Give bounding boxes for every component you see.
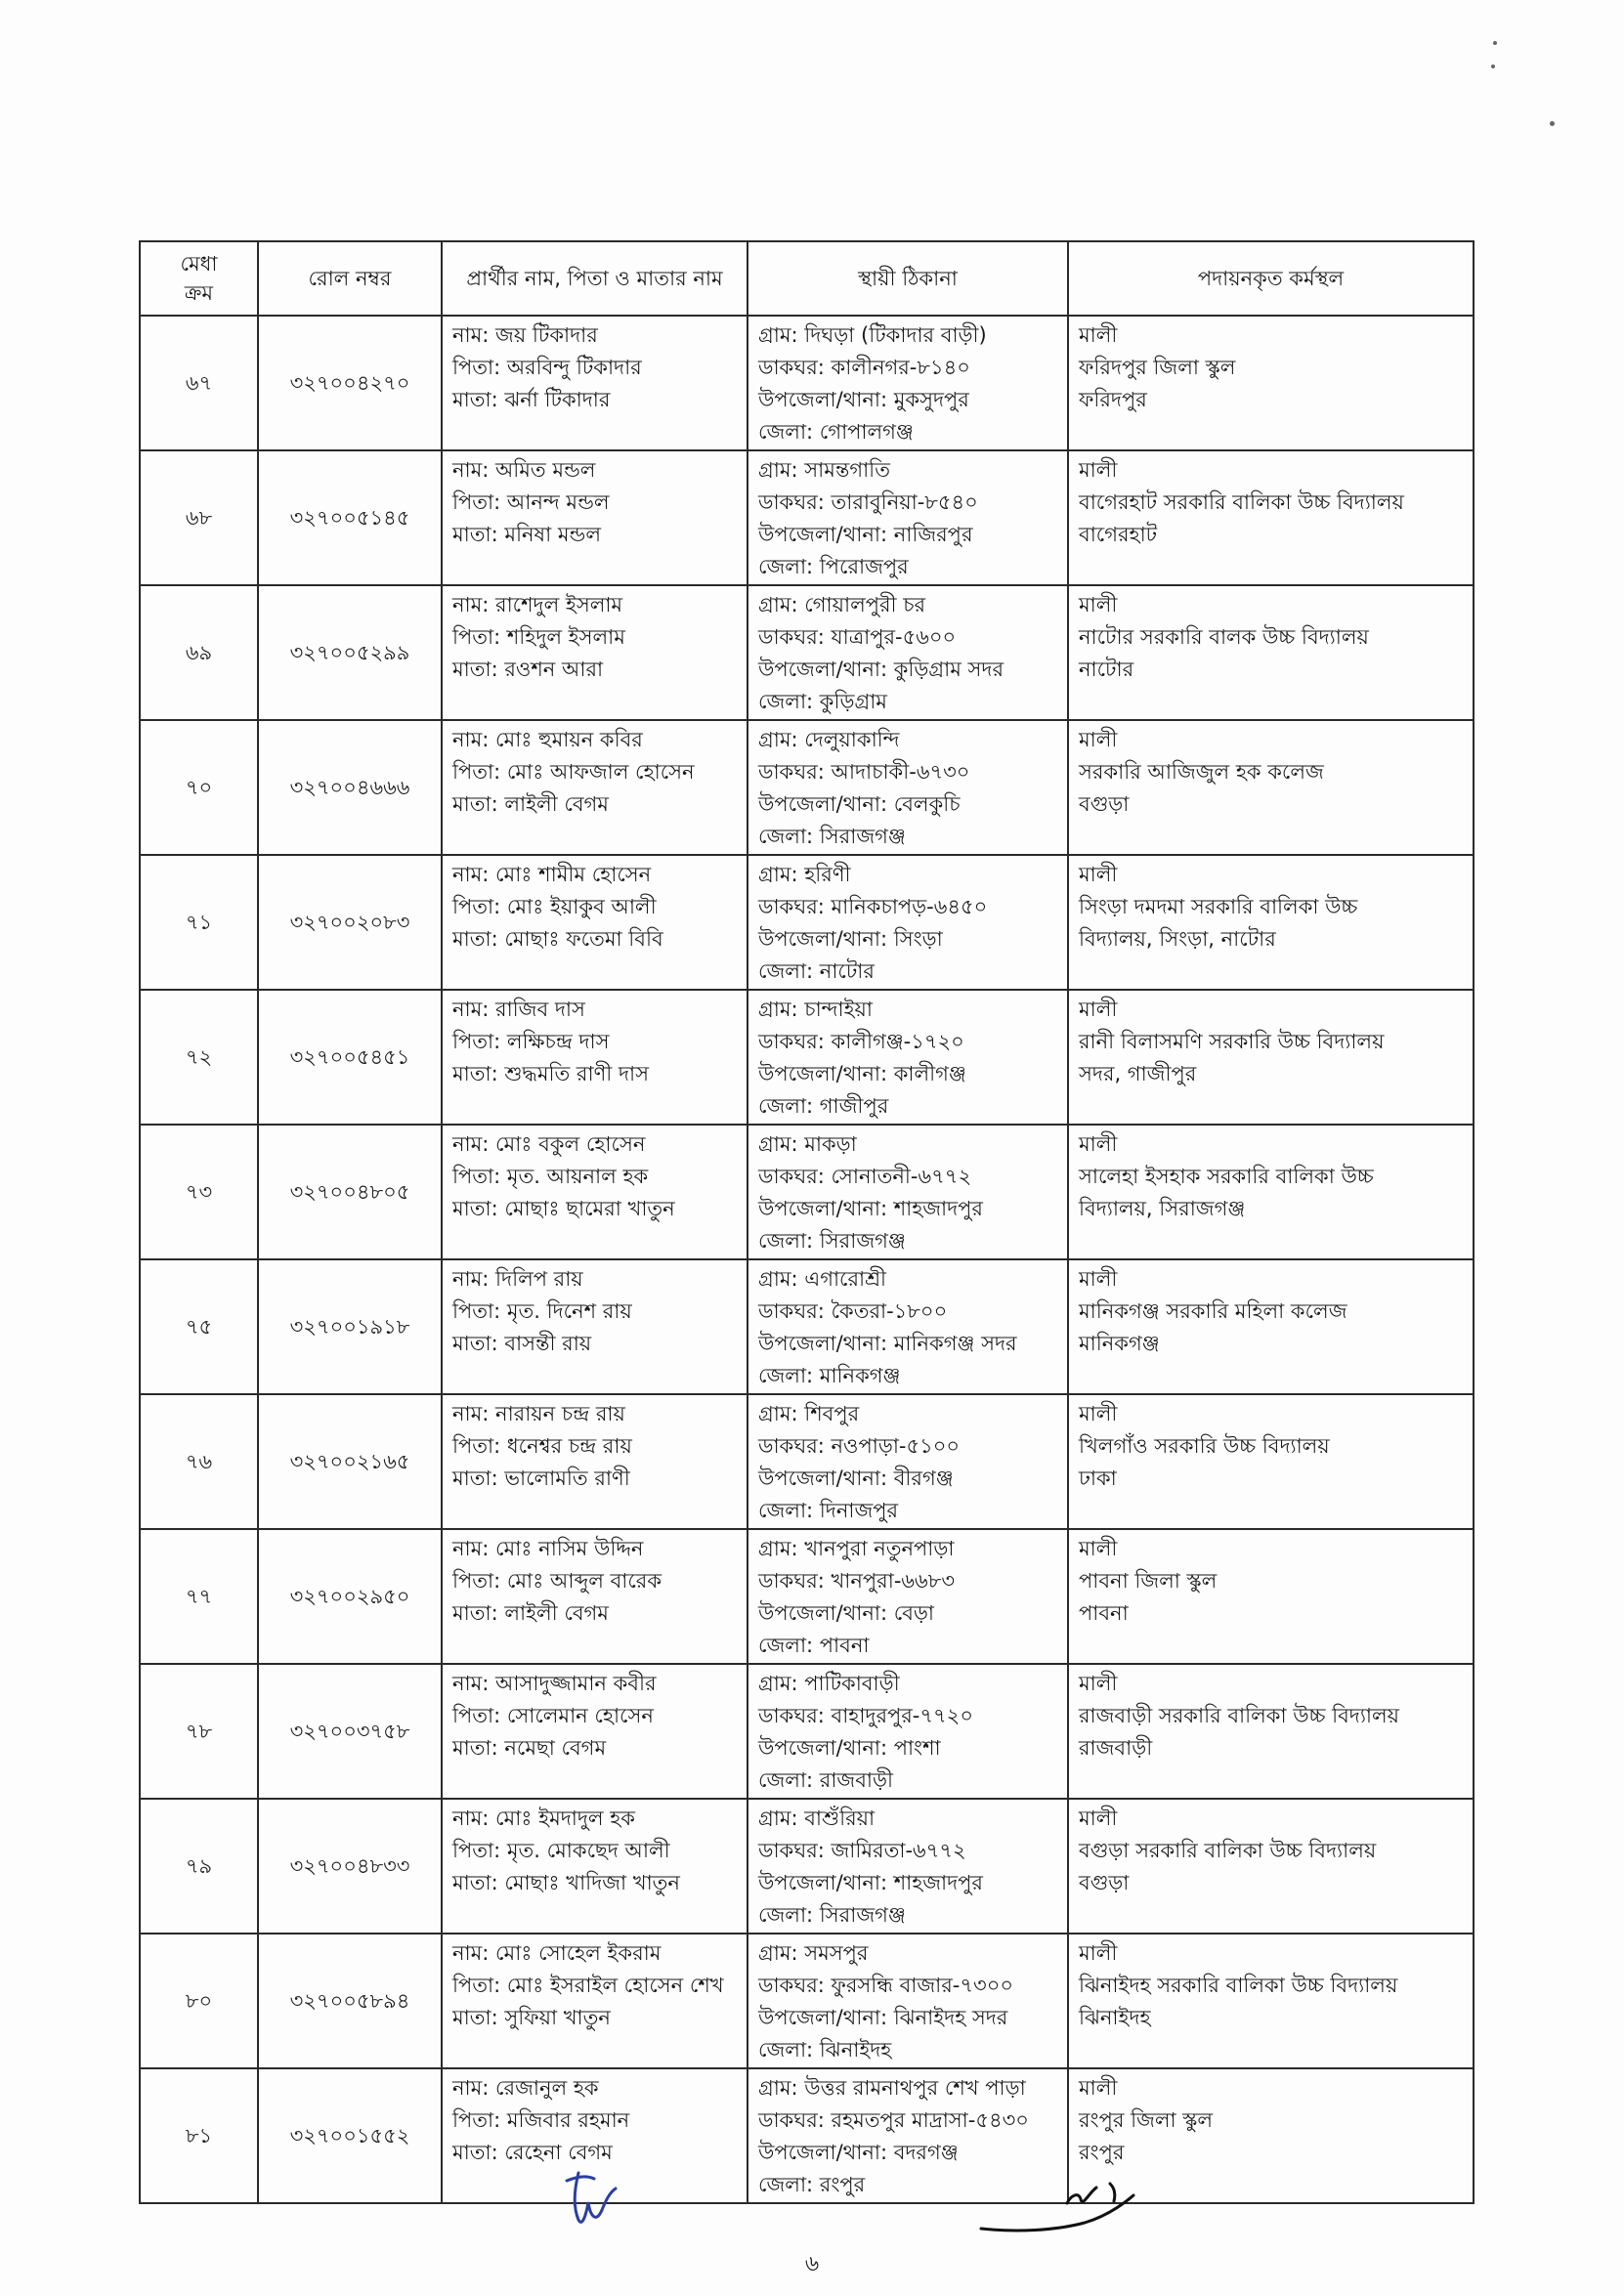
candidate-name-cell [442,1529,748,1664]
mother-name: মাতা: নমেছা বেগম [452,1736,607,1760]
table-row [140,1259,1474,1394]
address-upazila: উপজেলা/থানা: শাহজাদপুর [758,1871,983,1894]
address-upazila: উপজেলা/থানা: মুকসুদপুর [758,388,969,411]
permanent-address-cell [748,1934,1068,2068]
permanent-address-cell [748,990,1068,1125]
posting-workplace-cell [1068,855,1474,990]
permanent-address-cell [748,720,1068,855]
posting-line: বাগেরহাট সরকারি বালিকা উচ্চ বিদ্যালয় [1079,490,1404,514]
roll-number-cell: ৩২৭০০৫২৯৯ [258,585,442,720]
candidate-name: নাম: আসাদুজ্জামান কবীর [452,1672,657,1695]
posting-line: মালী [1079,863,1118,886]
permanent-address-cell [748,1529,1068,1664]
candidate-name: নাম: রাজিব দাস [452,998,585,1021]
mother-name: মাতা: লাইলী বেগম [452,1601,609,1625]
merit-column-header [140,241,258,316]
candidate-name: নাম: রাশেদুল ইসলাম [452,593,623,617]
posting-line: ঝিনাইদহ [1079,2006,1151,2029]
posting-line: বগুড়া [1079,1871,1130,1894]
scan-speck [1493,41,1497,45]
posting-line: মালী [1079,1941,1118,1965]
address-village: গ্রাম: গোয়ালপুরী চর [758,593,926,617]
candidate-name: নাম: মোঃ বকুল হোসেন [452,1132,646,1156]
posting-workplace-cell [1068,720,1474,855]
roll-number-cell: ৩২৭০০৪৮০৫ [258,1125,442,1259]
posting-line: পাবনা জিলা স্কুল [1079,1569,1218,1593]
posting-line: রংপুর জিলা স্কুল [1079,2108,1214,2132]
permanent-address-cell [748,1125,1068,1259]
signature-left [557,2159,635,2237]
posting-line: মালী [1079,2076,1118,2100]
candidate-name: নাম: মোঃ নাসিম উদ্দিন [452,1537,644,1560]
candidate-name-cell [442,1394,748,1529]
address-post-office: ডাকঘর: নওপাড়া-৫১০০ [758,1434,961,1458]
posting-line: মানিকগঞ্জ সরকারি মহিলা কলেজ [1079,1299,1347,1323]
posting-line: রানী বিলাসমণি সরকারি উচ্চ বিদ্যালয় [1079,1030,1385,1053]
mother-name: মাতা: রেহেনা বেগম [452,2141,613,2164]
roll-number-cell: ৩২৭০০৪৮৩৩ [258,1799,442,1934]
scan-speck [1491,64,1495,68]
address-upazila: উপজেলা/থানা: বেড়া [758,1601,935,1625]
father-name: পিতা: ধনেশ্বর চন্দ্র রায় [452,1434,632,1458]
father-name: পিতা: মোঃ আব্দুল বারেক [452,1569,662,1593]
address-village: গ্রাম: সমসপুর [758,1941,869,1965]
candidate-name-cell [442,855,748,990]
roll-column-header: রোল নম্বর [258,241,442,316]
address-post-office: ডাকঘর: বাহাদুরপুর-৭৭২০ [758,1704,973,1727]
table-row [140,1529,1474,1664]
posting-line: সদর, গাজীপুর [1079,1062,1197,1085]
candidate-name-cell [442,1125,748,1259]
father-name: পিতা: অরবিন্দু টিকাদার [452,356,642,379]
posting-line: রংপুর [1079,2141,1125,2164]
address-district: জেলা: রাজবাড়ী [758,1768,894,1792]
address-district: জেলা: সিরাজগঞ্জ [758,825,906,848]
table-row [140,1125,1474,1259]
candidate-name-cell [442,450,748,585]
address-village: গ্রাম: শিবপুর [758,1402,860,1425]
roll-number-cell: ৩২৭০০৫৪৫১ [258,990,442,1125]
merit-cell: ৬৯ [140,585,258,720]
posting-line: নাটোর সরকারি বালক উচ্চ বিদ্যালয় [1079,625,1369,649]
roll-number-cell: ৩২৭০০২৯৫০ [258,1529,442,1664]
candidate-name-cell [442,316,748,450]
table-row [140,316,1474,450]
permanent-address-cell [748,1799,1068,1934]
mother-name: মাতা: মনিষা মন্ডল [452,523,601,546]
posting-line: ঝিনাইদহ সরকারি বালিকা উচ্চ বিদ্যালয় [1079,1974,1398,1997]
address-post-office: ডাকঘর: রহমতপুর মাদ্রাসা-৫৪৩০ [758,2108,1029,2132]
merit-list-table [139,240,1474,2204]
candidate-name-cell [442,1799,748,1934]
candidate-name: নাম: মোঃ হুমায়ন কবির [452,728,643,751]
address-district: জেলা: পিরোজপুর [758,555,909,578]
merit-cell: ৭৭ [140,1529,258,1664]
table-row [140,1664,1474,1799]
candidate-name: নাম: মোঃ ইমদাদুল হক [452,1807,635,1830]
posting-line: মালী [1079,458,1118,482]
address-post-office: ডাকঘর: মানিকচাপড়-৬৪৫০ [758,895,988,918]
roll-number-cell: ৩২৭০০৪২৭০ [258,316,442,450]
posting-line: মালী [1079,593,1118,617]
posting-line: মালী [1079,998,1118,1021]
posting-line: মালী [1079,1537,1118,1560]
posting-workplace-cell [1068,1125,1474,1259]
candidate-name: নাম: নারায়ন চন্দ্র রায় [452,1402,625,1425]
posting-line: বিদ্যালয়, সিরাজগঞ্জ [1079,1197,1246,1220]
posting-line: ফরিদপুর [1079,388,1147,411]
address-village: গ্রাম: বাশুঁরিয়া [758,1807,876,1830]
posting-workplace-cell [1068,1529,1474,1664]
candidate-name-cell [442,1664,748,1799]
table-row [140,2068,1474,2203]
address-post-office: ডাকঘর: ফুরসন্ধি বাজার-৭৩০০ [758,1974,1013,1997]
merit-cell: ৭২ [140,990,258,1125]
mother-name: মাতা: মোছাঃ ছামেরা খাতুন [452,1197,675,1220]
address-post-office: ডাকঘর: তারাবুনিয়া-৮৫৪০ [758,490,978,514]
address-post-office: ডাকঘর: খানপুরা-৬৬৮৩ [758,1569,955,1593]
address-village: গ্রাম: উত্তর রামনাথপুর শেখ পাড়া [758,2076,1026,2100]
address-district: জেলা: কুড়িগ্রাম [758,690,887,713]
merit-cell: ৬৮ [140,450,258,585]
posting-line: বাগেরহাট [1079,523,1158,546]
signature-right [977,2174,1163,2242]
posting-line: মালী [1079,323,1118,347]
merit-header-line2: ক্রম [184,281,214,305]
mother-name: মাতা: লাইলী বেগম [452,792,609,816]
posting-line: নাটোর [1079,658,1134,681]
address-village: গ্রাম: চান্দাইয়া [758,998,873,1021]
permanent-address-cell [748,1259,1068,1394]
roll-number-cell: ৩২৭০০৫৮৯৪ [258,1934,442,2068]
address-district: জেলা: পাবনা [758,1634,870,1657]
roll-number-cell: ৩২৭০০৪৬৬৬ [258,720,442,855]
address-post-office: ডাকঘর: আদাচাকী-৬৭৩০ [758,760,970,784]
table-row [140,855,1474,990]
address-upazila: উপজেলা/থানা: সিংড়া [758,927,943,951]
address-village: গ্রাম: এগারোশ্রী [758,1267,886,1291]
address-upazila: উপজেলা/থানা: পাংশা [758,1736,941,1760]
posting-line: পাবনা [1079,1601,1129,1625]
address-village: গ্রাম: মাকড়া [758,1132,857,1156]
address-district: জেলা: রংপুর [758,2173,866,2196]
candidate-name: নাম: দিলিপ রায় [452,1267,583,1291]
father-name: পিতা: মোঃ ইয়াকুব আলী [452,895,657,918]
posting-line: মালী [1079,1672,1118,1695]
posting-line: বিদ্যালয়, সিংড়া, নাটোর [1079,927,1276,951]
table-row [140,720,1474,855]
address-column-header: স্থায়ী ঠিকানা [748,241,1068,316]
address-village: গ্রাম: দেলুয়াকান্দি [758,728,900,751]
merit-header-line1: মেধা [180,252,218,276]
permanent-address-cell [748,855,1068,990]
address-district: জেলা: মানিকগঞ্জ [758,1364,901,1387]
address-upazila: উপজেলা/থানা: বদরগঞ্জ [758,2141,959,2164]
table-row [140,450,1474,585]
address-district: জেলা: সিরাজগঞ্জ [758,1903,906,1927]
address-post-office: ডাকঘর: কৈতরা-১৮০০ [758,1299,948,1323]
address-upazila: উপজেলা/থানা: বীরগঞ্জ [758,1467,954,1490]
merit-cell: ৭৮ [140,1664,258,1799]
posting-line: মালী [1079,1807,1118,1830]
address-post-office: ডাকঘর: কালীনগর-৮১৪০ [758,356,970,379]
mother-name: মাতা: ঝর্না টিকাদার [452,388,611,411]
posting-line: সালেহা ইসহাক সরকারি বালিকা উচ্চ [1079,1165,1374,1188]
mother-name: মাতা: শুদ্ধমতি রাণী দাস [452,1062,649,1085]
mother-name: মাতা: সুফিয়া খাতুন [452,2006,611,2029]
roll-number-cell: ৩২৭০০২১৬৫ [258,1394,442,1529]
father-name: পিতা: আনন্দ মন্ডল [452,490,610,514]
address-district: জেলা: নাটোর [758,959,875,983]
posting-line: বগুড়া সরকারি বালিকা উচ্চ বিদ্যালয় [1079,1839,1377,1862]
posting-line: মানিকগঞ্জ [1079,1332,1160,1355]
table-row [140,1934,1474,2068]
address-village: গ্রাম: পাটিকাবাড়ী [758,1672,900,1695]
merit-cell: ৭১ [140,855,258,990]
candidate-name-cell [442,1934,748,2068]
roll-number-cell: ৩২৭০০৫১৪৫ [258,450,442,585]
posting-line: রাজবাড়ী সরকারি বালিকা উচ্চ বিদ্যালয় [1079,1704,1400,1727]
father-name: পিতা: মজিবার রহমান [452,2108,630,2132]
father-name: পিতা: শহিদুল ইসলাম [452,625,625,649]
address-district: জেলা: দিনাজপুর [758,1499,899,1522]
posting-workplace-cell [1068,450,1474,585]
permanent-address-cell [748,450,1068,585]
permanent-address-cell [748,316,1068,450]
candidate-name-cell [442,990,748,1125]
posting-workplace-cell [1068,1799,1474,1934]
posting-column-header: পদায়নকৃত কর্মস্থল [1068,241,1474,316]
address-upazila: উপজেলা/থানা: বেলকুচি [758,792,961,816]
mother-name: মাতা: ভালোমতি রাণী [452,1467,630,1490]
father-name: পিতা: সোলেমান হোসেন [452,1704,654,1727]
name-column-header: প্রার্থীর নাম, পিতা ও মাতার নাম [442,241,748,316]
merit-cell: ৭০ [140,720,258,855]
table-body [140,316,1474,2203]
father-name: পিতা: মোঃ আফজাল হোসেন [452,760,695,784]
address-district: জেলা: গাজীপুর [758,1094,889,1118]
table-row [140,1799,1474,1934]
posting-line: মালী [1079,1267,1118,1291]
permanent-address-cell [748,585,1068,720]
mother-name: মাতা: রওশন আরা [452,658,604,681]
posting-line: মালী [1079,728,1118,751]
table-row [140,990,1474,1125]
roll-number-cell: ৩২৭০০১৯১৮ [258,1259,442,1394]
table-header-row [140,241,1474,316]
address-upazila: উপজেলা/থানা: ঝিনাইদহ সদর [758,2006,1008,2029]
address-post-office: ডাকঘর: যাত্রাপুর-৫৬০০ [758,625,957,649]
posting-line: মালী [1079,1402,1118,1425]
posting-workplace-cell [1068,316,1474,450]
candidate-name: নাম: মোঃ সোহেল ইকরাম [452,1941,662,1965]
posting-line: ঢাকা [1079,1467,1117,1490]
address-village: গ্রাম: খানপুরা নতুনপাড়া [758,1537,955,1560]
posting-line: খিলগাঁও সরকারি উচ্চ বিদ্যালয় [1079,1434,1330,1458]
merit-cell: ৮১ [140,2068,258,2203]
address-village: গ্রাম: হরিণী [758,863,851,886]
posting-workplace-cell [1068,1259,1474,1394]
table-row [140,585,1474,720]
merit-cell: ৮০ [140,1934,258,2068]
father-name: পিতা: মৃত. দিনেশ রায় [452,1299,632,1323]
posting-line: ফরিদপুর জিলা স্কুল [1079,356,1236,379]
roll-number-cell: ৩২৭০০৩৭৫৮ [258,1664,442,1799]
address-upazila: উপজেলা/থানা: কালীগঞ্জ [758,1062,966,1085]
mother-name: মাতা: মোছাঃ খাদিজা খাতুন [452,1871,680,1894]
address-upazila: উপজেলা/থানা: মানিকগঞ্জ সদর [758,1332,1017,1355]
scan-speck [1550,121,1555,126]
merit-cell: ৭৫ [140,1259,258,1394]
posting-workplace-cell [1068,1934,1474,2068]
candidate-name: নাম: মোঃ শামীম হোসেন [452,863,652,886]
posting-workplace-cell [1068,1394,1474,1529]
merit-cell: ৭৯ [140,1799,258,1934]
roll-number-cell: ৩২৭০০২০৮৩ [258,855,442,990]
merit-cell: ৭৬ [140,1394,258,1529]
address-district: জেলা: ঝিনাইদহ [758,2038,892,2062]
father-name: পিতা: মোঃ ইসরাইল হোসেন শেখ [452,1974,724,1997]
posting-line: রাজবাড়ী [1079,1736,1153,1760]
mother-name: মাতা: মোছাঃ ফতেমা বিবি [452,927,663,951]
posting-line: বগুড়া [1079,792,1130,816]
father-name: পিতা: মৃত. আয়নাল হক [452,1165,649,1188]
merit-cell: ৬৭ [140,316,258,450]
page-number: ৬ [804,2252,820,2276]
father-name: পিতা: মৃত. মোকছেদ আলী [452,1839,670,1862]
posting-workplace-cell [1068,990,1474,1125]
address-post-office: ডাকঘর: সোনাতনী-৬৭৭২ [758,1165,972,1188]
address-district: জেলা: গোপালগঞ্জ [758,420,914,444]
father-name: পিতা: লক্ষিচন্দ্র দাস [452,1030,610,1053]
address-post-office: ডাকঘর: জামিরতা-৬৭৭২ [758,1839,966,1862]
posting-workplace-cell [1068,585,1474,720]
candidate-name: নাম: অমিত মন্ডল [452,458,596,482]
address-post-office: ডাকঘর: কালীগঞ্জ-১৭২০ [758,1030,964,1053]
merit-cell: ৭৩ [140,1125,258,1259]
candidate-name-cell [442,720,748,855]
posting-line: মালী [1079,1132,1118,1156]
table-row [140,1394,1474,1529]
address-upazila: উপজেলা/থানা: নাজিরপুর [758,523,973,546]
roll-number-cell: ৩২৭০০১৫৫২ [258,2068,442,2203]
mother-name: মাতা: বাসন্তী রায় [452,1332,592,1355]
address-upazila: উপজেলা/থানা: শাহজাদপুর [758,1197,983,1220]
address-upazila: উপজেলা/থানা: কুড়িগ্রাম সদর [758,658,1004,681]
address-village: গ্রাম: সামন্তগাতি [758,458,890,482]
posting-line: সিংড়া দমদমা সরকারি বালিকা উচ্চ [1079,895,1358,918]
address-district: জেলা: সিরাজগঞ্জ [758,1229,906,1253]
candidate-name-cell [442,585,748,720]
permanent-address-cell [748,1664,1068,1799]
candidate-name-cell [442,1259,748,1394]
candidate-name: নাম: জয় টিকাদার [452,323,598,347]
posting-line: সরকারি আজিজুল হক কলেজ [1079,760,1324,784]
permanent-address-cell [748,1394,1068,1529]
posting-workplace-cell [1068,1664,1474,1799]
address-village: গ্রাম: দিঘড়া (টিকাদার বাড়ী) [758,323,987,347]
candidate-name: নাম: রেজানুল হক [452,2076,599,2100]
